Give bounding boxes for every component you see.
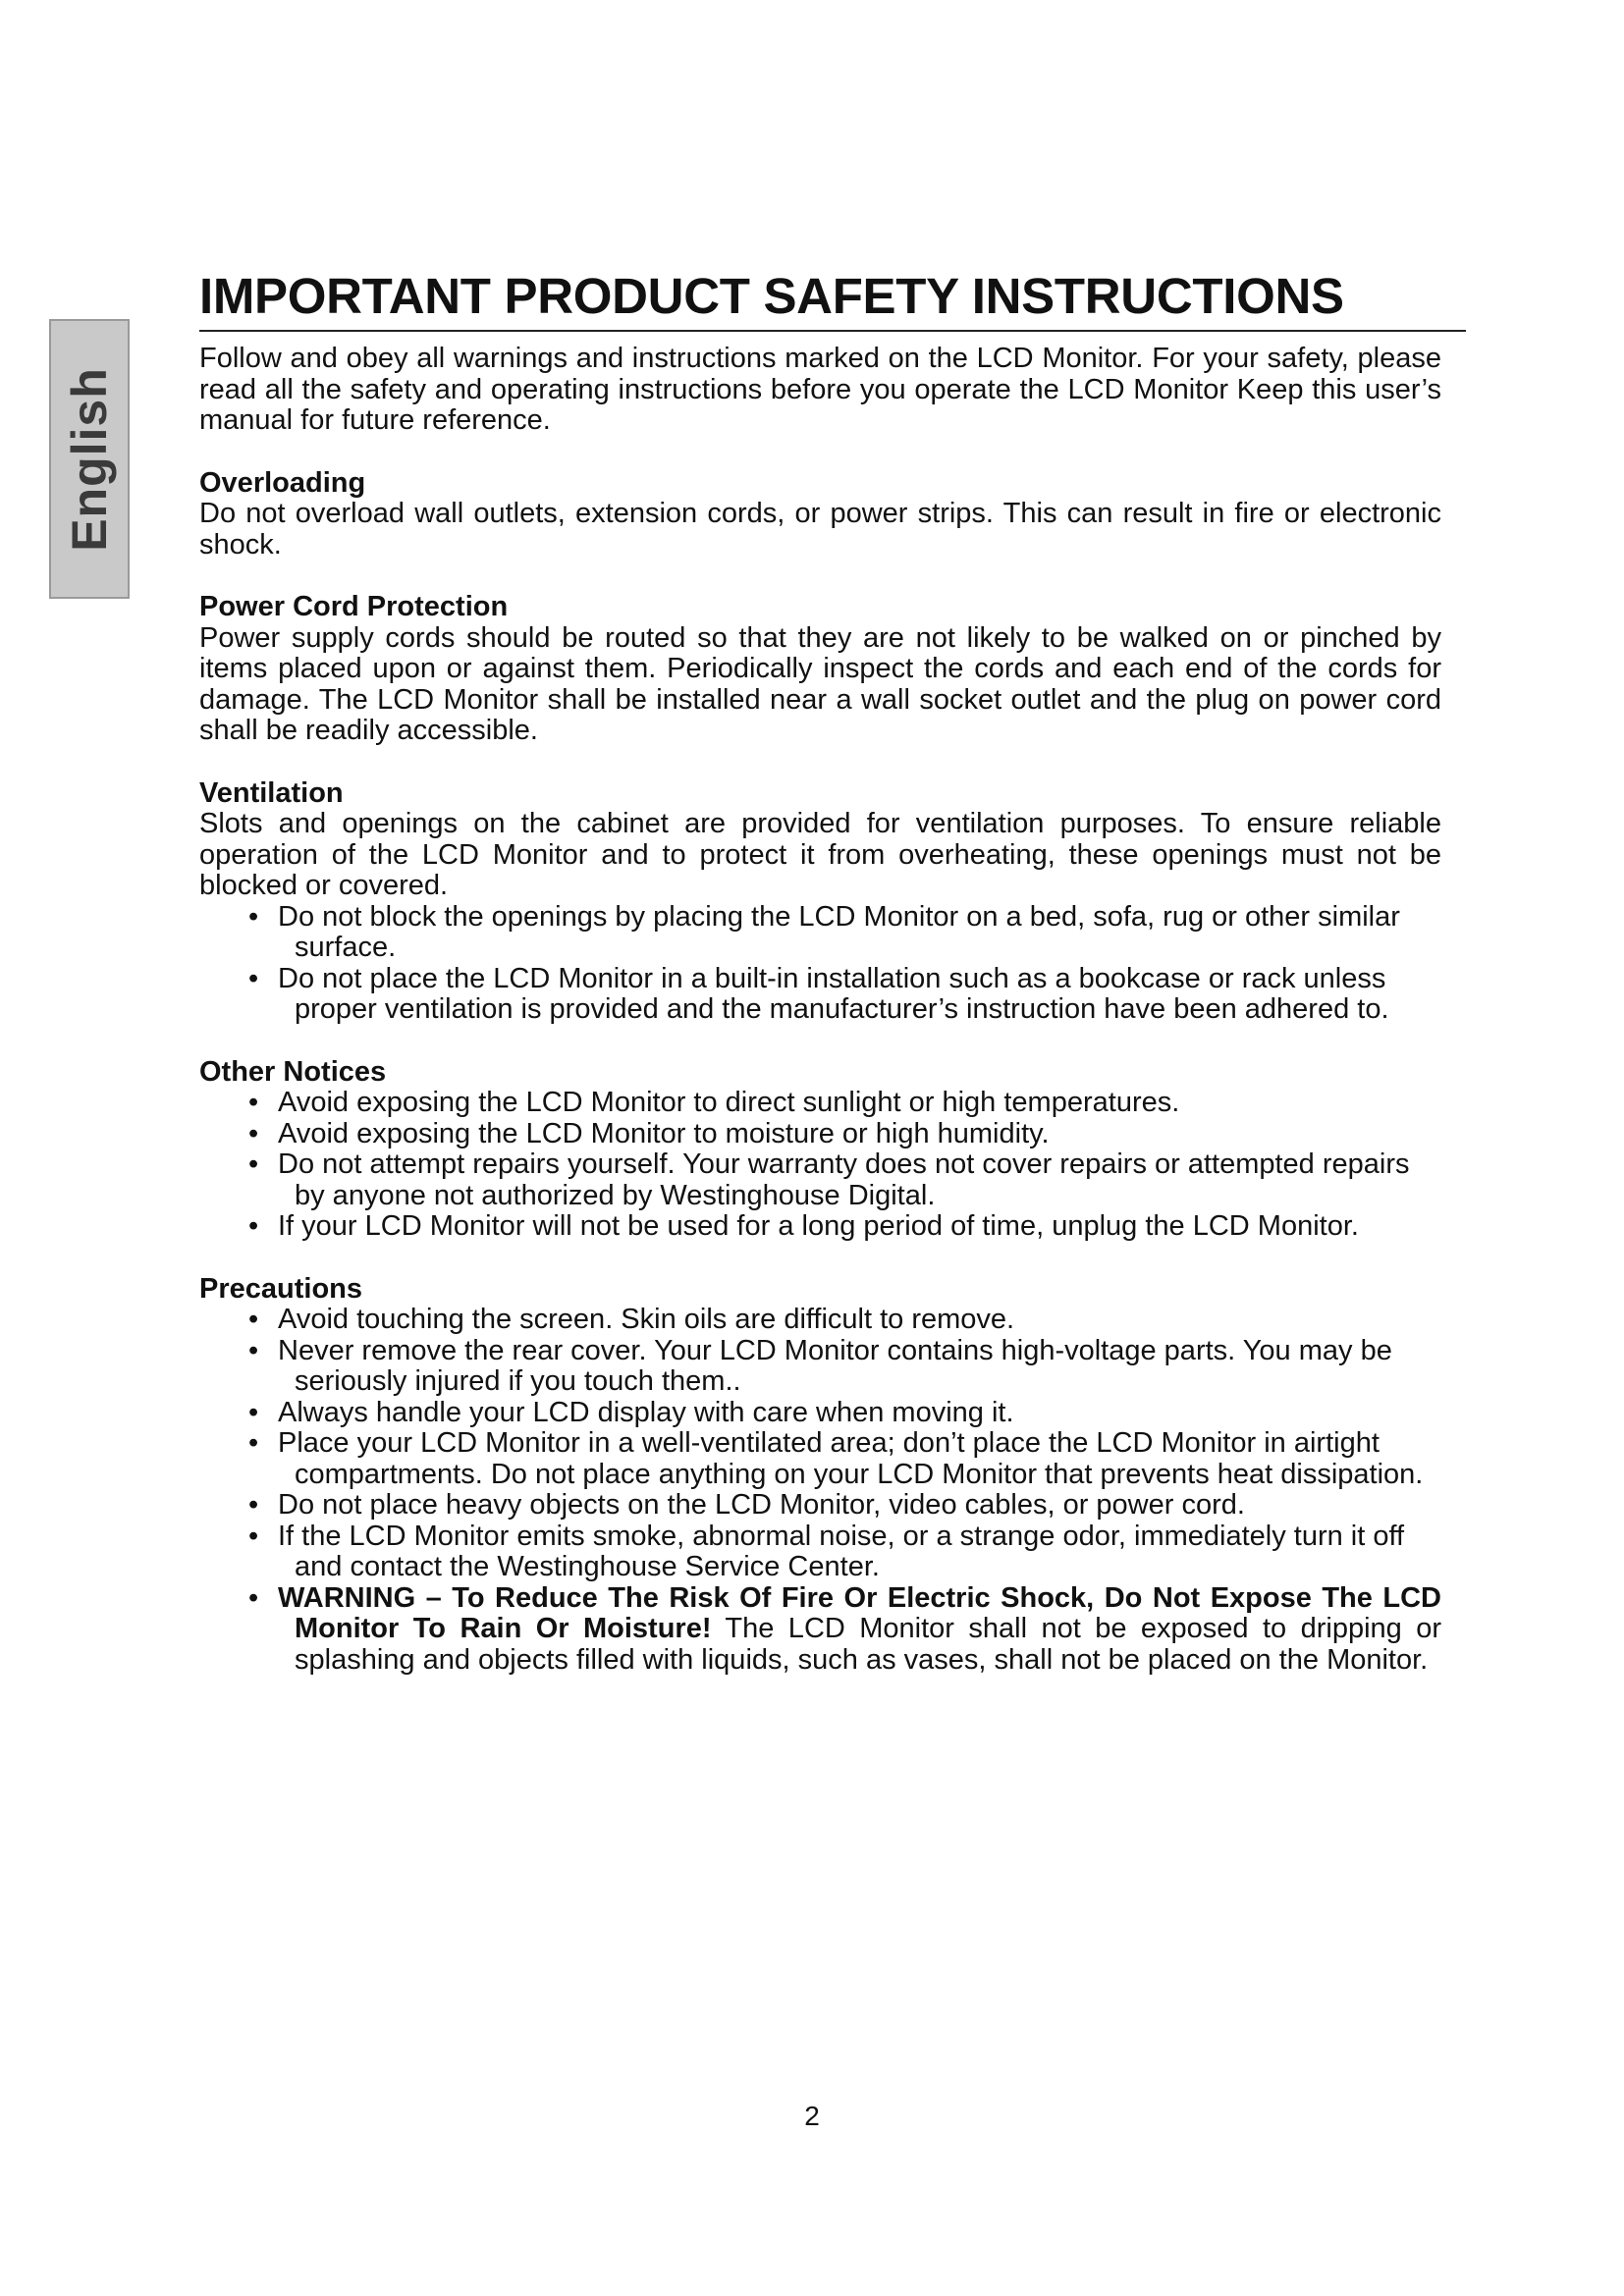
- warning-item: [199, 1583, 1441, 1677]
- list-item: • Do not place heavy objects on the LCD Monitor, video cables, or power cord.: [199, 1490, 1441, 1522]
- list-item: • Do not block the openings by placing the LCD Monitor on a bed, sofa, rug or other similar surface.: [199, 902, 1441, 964]
- section-power-cord-protection: [199, 592, 1441, 747]
- section-heading: Precautions: [199, 1272, 362, 1305]
- section-text: Do not overload wall outlets, extension cords, or power strips. This can result in fire or electronic shock.: [199, 498, 1441, 561]
- section-precautions: [199, 1274, 1441, 1583]
- warning-bold-text: WARNING – To Reduce The Risk Of Fire Or Electric Shock, Do Not Expose The LCD Monitor To Rain Or Moisture!: [278, 1581, 1441, 1644]
- warning-list: [199, 1583, 1441, 1677]
- list-item: • Do not place the LCD Monitor in a built-in installation such as a bookcase or rack unless proper ventilation is provided and the manufacturer’s instruction have been adhered to.: [199, 964, 1441, 1026]
- document-body: [199, 344, 1441, 1676]
- page-number: 2: [804, 2101, 820, 2131]
- intro-paragraph: Follow and obey all warnings and instructions marked on the LCD Monitor. For your safety, please read all the safety and operating instructions before you operate the LCD Monitor Keep this user’s manual for future reference.: [199, 343, 1441, 436]
- list-item: • Avoid exposing the LCD Monitor to moisture or high humidity.: [199, 1119, 1441, 1150]
- section-heading: Overloading: [199, 466, 366, 499]
- page-title: IMPORTANT PRODUCT SAFETY INSTRUCTIONS: [199, 267, 1466, 332]
- language-tab: [49, 319, 130, 599]
- language-tab-label: English: [62, 366, 118, 552]
- list-item: • Avoid touching the screen. Skin oils are difficult to remove.: [199, 1305, 1441, 1336]
- section-heading: Ventilation: [199, 776, 344, 809]
- list-item: • Always handle your LCD display with care when moving it.: [199, 1398, 1441, 1429]
- warning-text: The LCD Monitor shall not be exposed to dripping or splashing and objects filled with liquids, such as vases, shall not be placed on the Monitor.: [295, 1613, 1441, 1676]
- section-overloading: [199, 468, 1441, 561]
- list-item: • Never remove the rear cover. Your LCD Monitor contains high-voltage parts. You may be seriously injured if you touch them..: [199, 1336, 1441, 1398]
- section-text: Slots and openings on the cabinet are provided for ventilation purposes. To ensure reliable operation of the LCD Monitor and to protect it from overheating, these openings must not be blocked or covered.: [199, 808, 1441, 901]
- list-item: • Place your LCD Monitor in a well-ventilated area; don’t place the LCD Monitor in airtight compartments. Do not place anything on your LCD Monitor that prevents heat dissipation.: [199, 1428, 1441, 1490]
- bullet-list: [199, 1305, 1441, 1583]
- list-item: • If the LCD Monitor emits smoke, abnormal noise, or a strange odor, immediately turn it off and contact the Westinghouse Service Center.: [199, 1522, 1441, 1583]
- section-heading: Other Notices: [199, 1055, 387, 1088]
- list-item: • Do not attempt repairs yourself. Your warranty does not cover repairs or attempted repairs by anyone not authorized by Westinghouse Digital.: [199, 1149, 1441, 1211]
- list-item: • Avoid exposing the LCD Monitor to direct sunlight or high temperatures.: [199, 1088, 1441, 1119]
- section-heading: Power Cord Protection: [199, 591, 509, 622]
- section-text: Power supply cords should be routed so that they are not likely to be walked on or pinched by items placed upon or against them. Periodically inspect the cords and each end of the cords for damage. The LCD Monitor shall be installed near a wall socket outlet and the plug on power cord shall be readily accessible.: [199, 621, 1441, 746]
- bullet-list: [199, 902, 1441, 1026]
- list-item: • If your LCD Monitor will not be used for a long period of time, unplug the LCD Monitor.: [199, 1211, 1441, 1243]
- section-ventilation: [199, 778, 1441, 1026]
- bullet-list: [199, 1088, 1441, 1243]
- section-other-notices: [199, 1057, 1441, 1243]
